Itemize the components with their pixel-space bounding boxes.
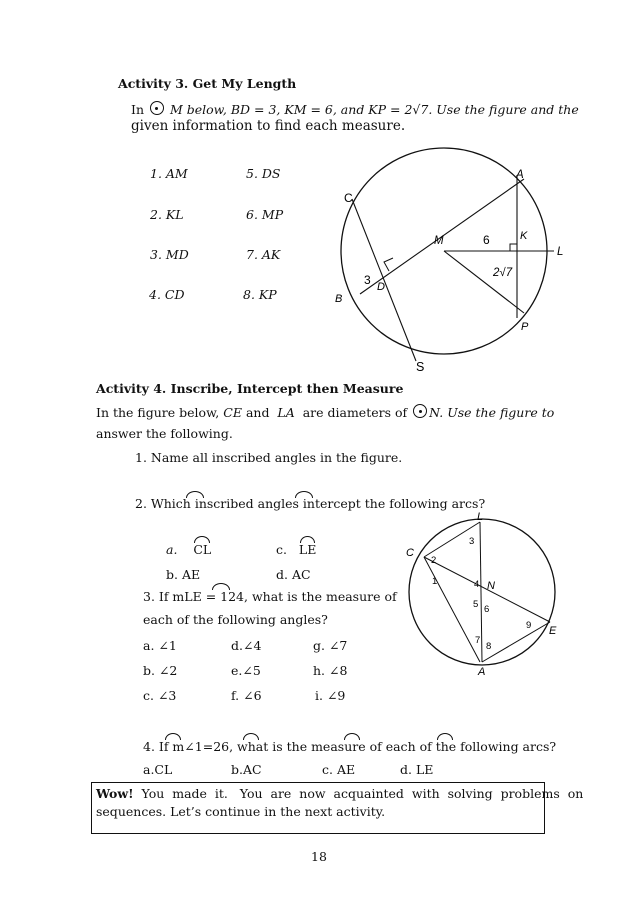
angle-i: i. ∠9 — [315, 688, 346, 703]
circle-m-figure — [330, 140, 570, 376]
item-8: 8. KP — [243, 287, 277, 302]
label-c: C — [406, 547, 414, 559]
label-a: A — [516, 169, 524, 181]
intro-in: In — [131, 102, 144, 117]
page-number: 18 — [311, 849, 327, 864]
intro4-ce: CE — [223, 405, 242, 420]
angle-h: h. ∠8 — [313, 663, 348, 678]
right-angle-k — [510, 244, 517, 251]
angle-e: e.∠5 — [231, 663, 261, 678]
q4-b: b.AC — [231, 762, 262, 777]
right-angle-d — [384, 258, 393, 271]
label-m: M — [434, 235, 444, 247]
angle-label-6: 6 — [484, 604, 490, 615]
angle-d: d.∠4 — [231, 638, 262, 653]
item-2: 2. KL — [150, 207, 184, 222]
q2-c-prefix: c. — [276, 542, 287, 557]
q2-d: d. AC — [276, 567, 311, 582]
q4-c: c. AE — [322, 762, 356, 777]
label-e: E — [549, 625, 557, 637]
activity4-title: Activity 4. Inscribe, Intercept then Measure — [96, 381, 404, 396]
activity3-intro-line2: given information to find each measure. — [131, 118, 406, 134]
question-3-line1: 3. If mLE = 124, what is the measure of — [143, 589, 397, 604]
question-3-line2: each of the following angles? — [143, 612, 328, 627]
label-a: A — [478, 666, 486, 678]
wow-bold: Wow! — [96, 786, 134, 801]
wow-line2: sequences. Let’s continue in the next activity. — [96, 804, 386, 819]
angle-b: b. ∠2 — [143, 663, 178, 678]
angle-label-7: 7 — [475, 635, 481, 646]
circle-n-figure — [404, 504, 564, 680]
angle-label-1: 1 — [432, 576, 438, 587]
label-l: L — [477, 511, 484, 523]
label-2root7: 2√7 — [493, 267, 513, 279]
item-7: 7. AK — [246, 247, 281, 262]
wow-line1 — [96, 786, 583, 801]
intro4-and: and — [245, 405, 270, 420]
label-s: S — [416, 360, 425, 374]
angle-label-2: 2 — [431, 555, 437, 566]
activity3-intro-line1 — [131, 101, 579, 117]
question-1: 1. Name all inscribed angles in the figure. — [135, 450, 403, 465]
label-3: 3 — [364, 273, 371, 287]
angle-label-5: 5 — [473, 599, 479, 610]
activity3-title: Activity 3. Get My Length — [118, 76, 297, 91]
angle-a: a. ∠1 — [143, 638, 177, 653]
intro4-text-b: are diameters of — [302, 405, 408, 420]
angle-label-3: 3 — [469, 536, 475, 547]
segment-mp — [444, 251, 524, 313]
intro4-la: LA — [277, 405, 295, 420]
circle-dot-icon — [150, 101, 164, 115]
label-n: N — [487, 580, 495, 592]
q2-c-arc: LE — [298, 542, 317, 557]
label-l: L — [557, 246, 564, 258]
intro4-text-a: In the figure below, — [96, 405, 220, 420]
item-4: 4. CD — [149, 287, 185, 302]
angle-g: g. ∠7 — [313, 638, 348, 653]
angle-f: f. ∠6 — [231, 688, 262, 703]
item-1: 1. AM — [150, 166, 188, 181]
wow-text: You made it. You are now acquainted with solving problems on — [133, 786, 584, 801]
label-d: D — [377, 281, 385, 293]
angle-label-8: 8 — [486, 641, 492, 652]
q2-a — [166, 542, 211, 557]
q2-a-prefix: a. — [166, 542, 178, 557]
label-p: P — [521, 321, 529, 333]
item-3: 3. MD — [150, 247, 189, 262]
arc-mark — [186, 491, 204, 498]
diameter-la — [480, 522, 482, 662]
q2-a-arc: CL — [193, 542, 212, 557]
intro4-text-c: N. Use the figure to — [429, 405, 555, 420]
q4-a: a.CL — [143, 762, 173, 777]
q4-d: d. LE — [400, 762, 434, 777]
angle-c: c. ∠3 — [143, 688, 177, 703]
activity4-intro-line2: answer the following. — [96, 426, 233, 441]
chord-cs — [352, 199, 416, 361]
intro-given: M below, BD = 3, KM = 6, and KP = 2√7. Use the figure and the — [169, 102, 579, 117]
angle-label-9: 9 — [526, 620, 532, 631]
activity4-intro-line1 — [96, 404, 554, 420]
circle-dot-icon — [413, 404, 427, 418]
question-4: 4. If m∠1=26, what is the measure of each of the following arcs? — [143, 739, 557, 754]
label-c: C — [344, 191, 353, 205]
label-k: K — [520, 230, 528, 242]
label-6: 6 — [483, 233, 490, 247]
q2-c — [276, 542, 316, 557]
item-5: 5. DS — [246, 166, 281, 181]
q2-b: b. AE — [166, 567, 201, 582]
angle-label-4: 4 — [474, 579, 480, 590]
label-b: B — [335, 293, 343, 305]
arc-mark — [295, 491, 313, 498]
question-2: 2. Which inscribed angles intercept the following arcs? — [135, 496, 486, 511]
item-6: 6. MP — [246, 207, 284, 222]
